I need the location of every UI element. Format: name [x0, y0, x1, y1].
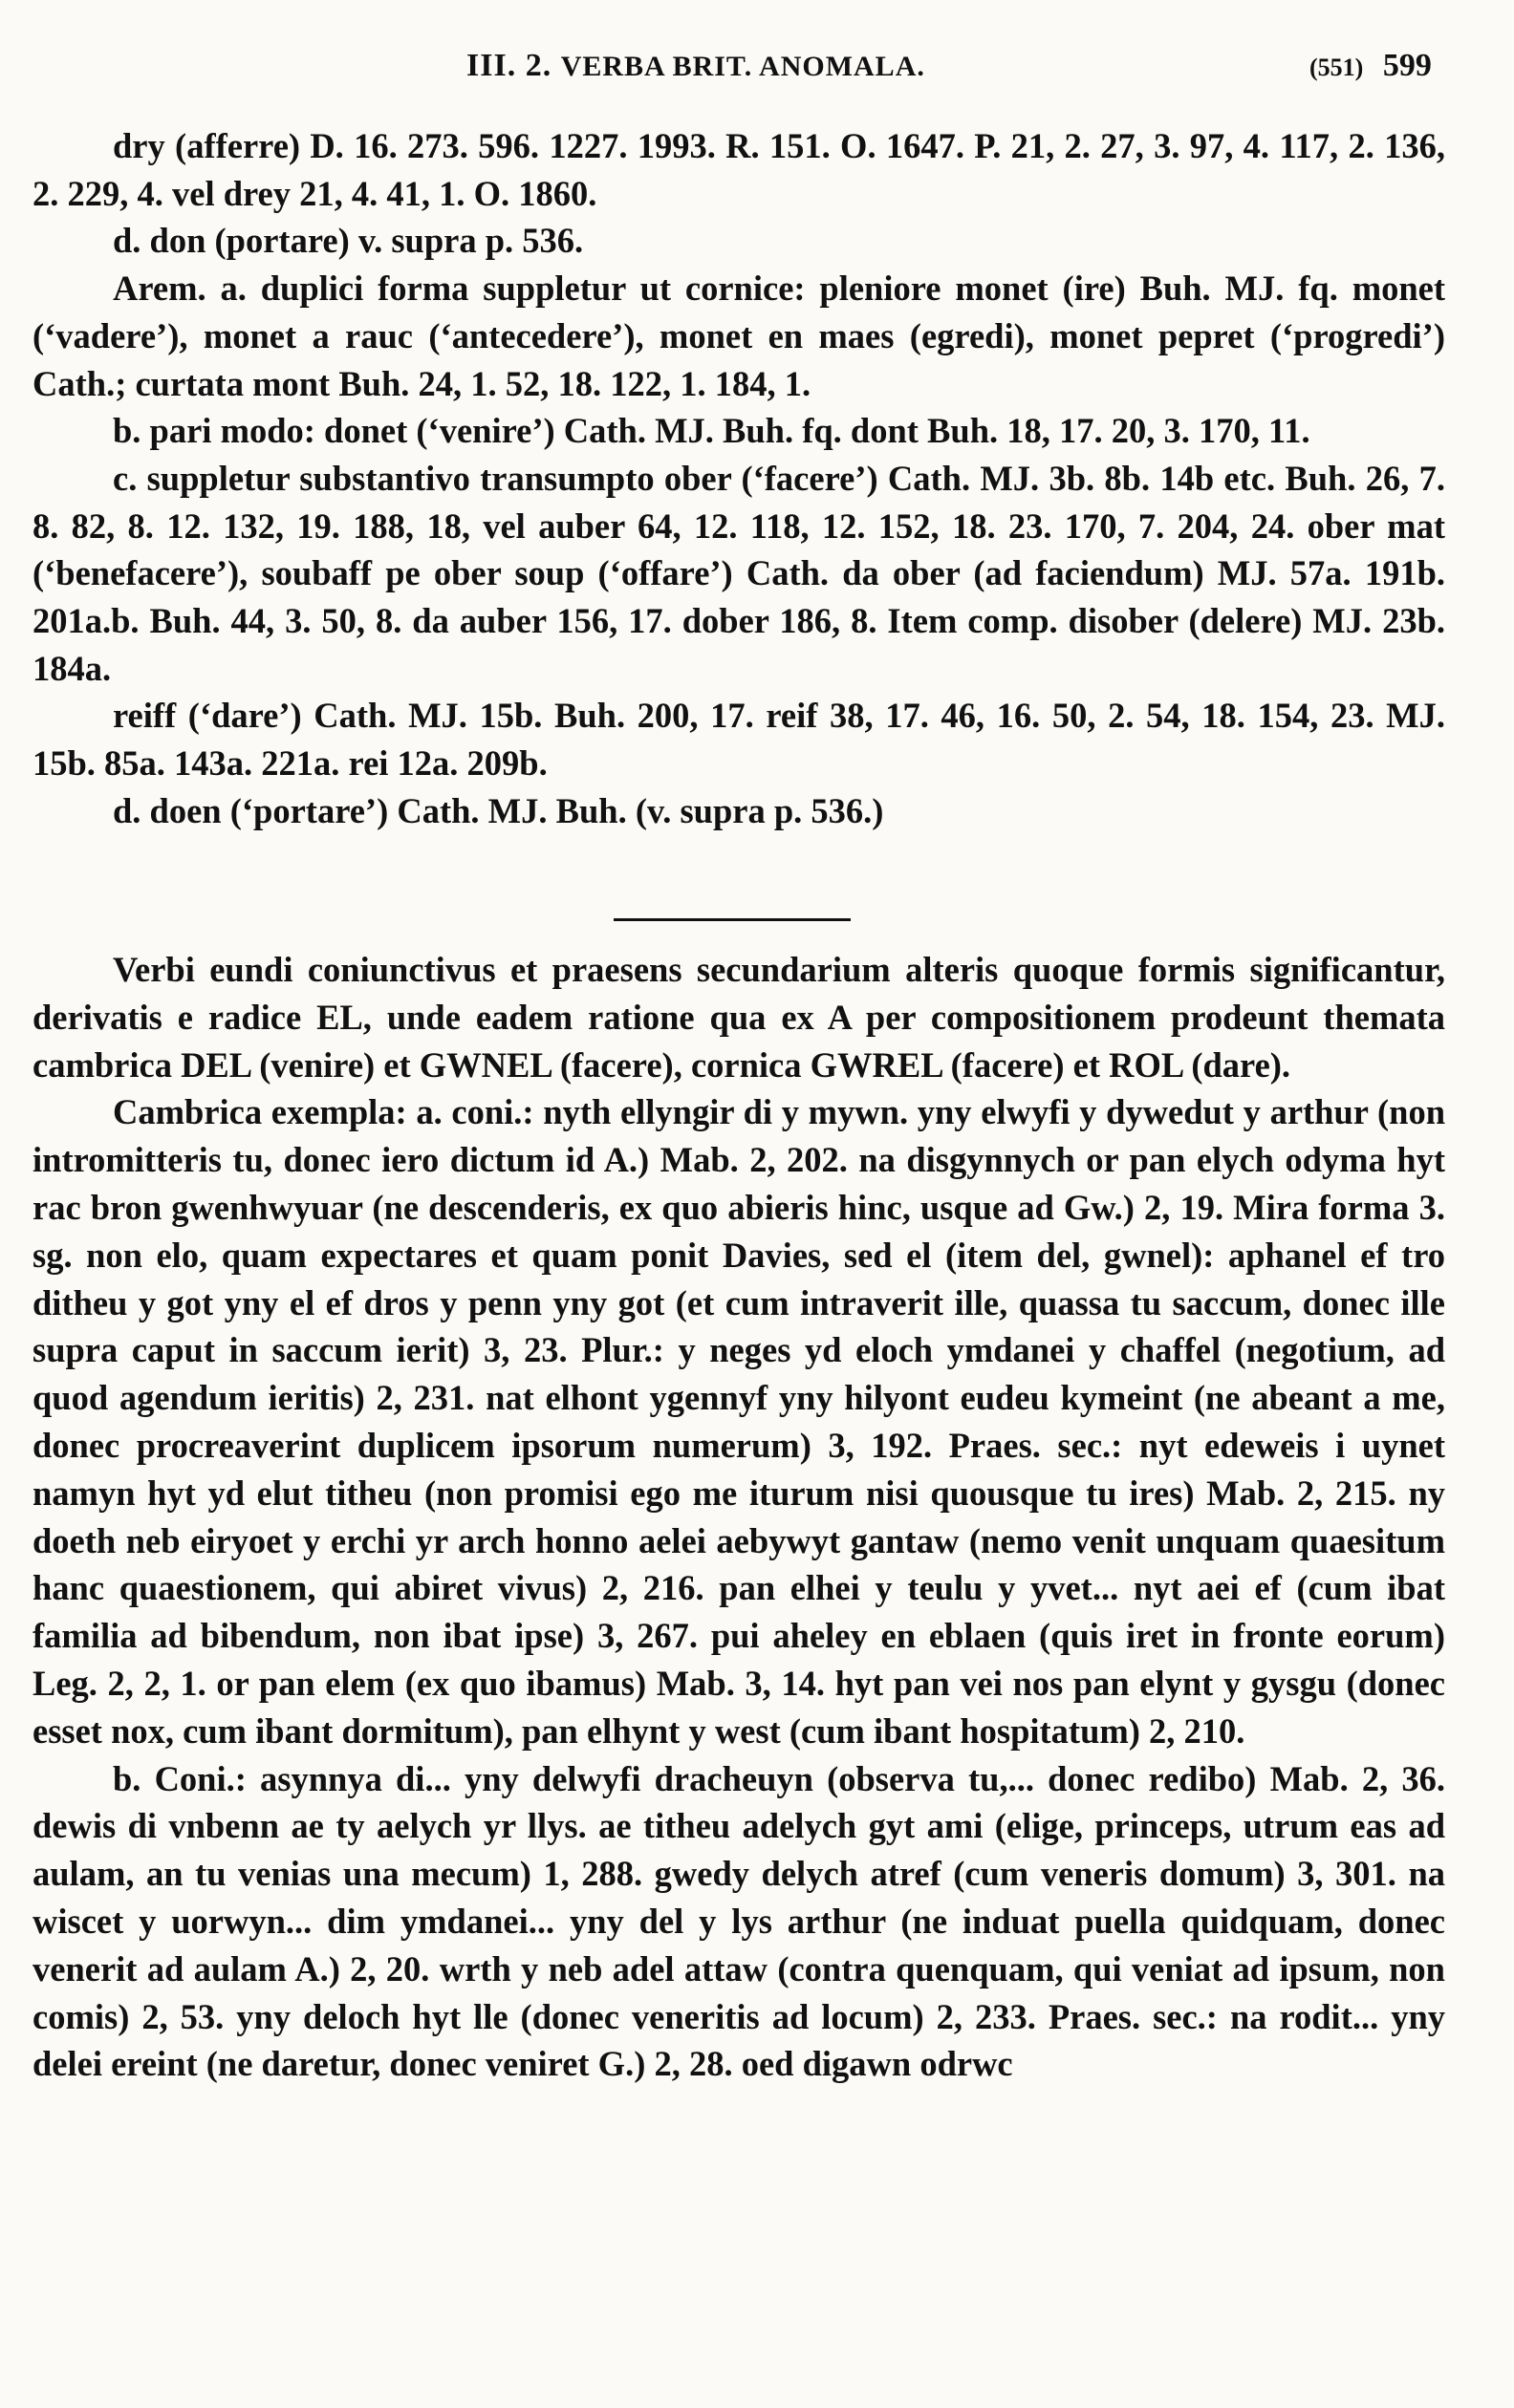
page-number: 599 [1382, 48, 1432, 83]
page-header [0, 48, 1514, 105]
paragraph: d. don (portare) v. supra p. 536. [113, 221, 584, 261]
section-divider [614, 918, 851, 921]
paragraph: Cambrica exempla: a. coni.: nyth ellyngir di y mywn. yny elwyfi y dywedut y arthur (non intromitteris tu, donec iero dictum id A.) Mab. 2, 202. na disgynnych or pan elych odyma hyt rac bron gwenhwyuar (ne descenderis, ex quo abieris hinc, usque ad Gw.) 2, 19. Mira forma 3. sg. non elo, quam expectares et quam ponit Davies, sed el (item del, gwnel): aphanel ef tro ditheu y got yny el ef dros y penn yny got (et cum intraverit ille, quassa tu saccum, donec ille supra caput in saccum ierit) 3, 23. Plur.: y neges yd eloch ymdanei y chaffel (negotium, ad quod agendum ieritis) 2, 231. nat elhont ygennyf yny hilyont eudeu kymeint (ne abeant a me, donec procreaverint duplicem ipsorum numerum) 3, 192. Praes. sec.: nyt edeweis i uynet namyn hyt yd elut titheu (non promisi ego me iturum nisi quousque tu ires) Mab. 2, 215. ny doeth neb eiryoet y erchi yr arch honno aelei aebywyt gantaw (nemo venit unquam quaesitum hanc quaestionem, qui abiret vivus) 2, 216. pan elhei y teulu y yvet... nyt aei ef (cum ibat familia ad bibendum, non ibat ipse) 3, 267. pui aheley en eblaen (quis iret in fronte eorum) Leg. 2, 2, 1. or pan elem (ex quo ibamus) Mab. 3, 14. hyt pan vei nos pan elynt y gysgu (donec esset nox, cum ibant dormitum), pan elhynt y west (cum ibant hospitatum) 2, 210. [32, 1092, 1445, 1751]
original-page-number: (551) [1309, 54, 1364, 81]
paragraph: Arem. a. duplici forma suppletur ut cornice: pleniore monet (ire) Buh. MJ. fq. monet (‘vadere’), monet a rauc (‘antecedere’), monet en maes (egredi), monet pepret (‘progredi’) Cath.; curtata mont Buh. 24, 1. 52, 18. 122, 1. 184, 1. [32, 269, 1445, 403]
page-numbers [1309, 48, 1432, 84]
section-number: III. 2. [466, 48, 552, 83]
paragraph: dry (afferre) D. 16. 273. 596. 1227. 1993. R. 151. O. 1647. P. 21, 2. 27, 3. 97, 4. 117, 2. 136, 2. 229, 4. vel drey 21, 4. 41, 1. O. 1860. [32, 126, 1445, 213]
paragraph: b. Coni.: asynnya di... yny delwyfi dracheuyn (observa tu,... donec redibo) Mab. 2, 36. dewis di vnbenn ae ty aelych yr llys. ae titheu adelych gyt ami (elige, princeps, utrum eas ad aulam, an tu venias una mecum) 1, 288. gwedy delych atref (cum veneris domum) 3, 301. na wiscet y uorwyn... dim ymdanei... yny del y lys arthur (ne induat puella quidquam, donec venerit ad aulam A.) 2, 20. wrth y neb adel attaw (contra quenquam, qui veniat ad ipsum, non comis) 2, 53. yny deloch hyt lle (donec veneritis ad locum) 2, 233. Praes. sec.: na rodit... yny delei ereint (ne daretur, donec veniret G.) 2, 28. oed digawn odrwc [32, 1758, 1445, 2084]
paragraph: d. doen (‘portare’) Cath. MJ. Buh. (v. supra p. 536.) [113, 790, 884, 830]
paragraph: reiff (‘dare’) Cath. MJ. 15b. Buh. 200, 17. reif 38, 17. 46, 16. 50, 2. 54, 18. 154, 23. MJ. 15b. 85a. 143a. 221a. rei 12a. 209b. [32, 696, 1445, 784]
paragraph: c. suppletur substantivo transumpto ober (‘facere’) Cath. MJ. 3b. 8b. 14b etc. Buh. 26, 7. 8. 82, 8. 12. 132, 19. 188, 18, vel auber 64, 12. 118, 12. 152, 18. 23. 170, 7. 204, 24. ober mat (‘benefacere’), soubaff pe ober soup (‘offare’) Cath. da ober (ad faciendum) MJ. 57a. 191b. 201a.b. Buh. 44, 3. 50, 8. da auber 156, 17. dober 186, 8. Item comp. disober (delere) MJ. 23b. 184a. [32, 458, 1445, 688]
running-title [466, 48, 925, 84]
paragraph: Verbi eundi coniunctivus et praesens secundarium alteris quoque formis significantur, derivatis e radice EL, unde eadem ratione qua ex A per compositionem prodeunt themata cambrica DEL (venire) et GWNEL (facere), cornica GWREL (facere) et ROL (dare). [32, 950, 1445, 1085]
section-title: VERBA BRIT. ANOMALA. [560, 51, 925, 82]
paragraph: b. pari modo: donet (‘venire’) Cath. MJ. Buh. fq. dont Buh. 18, 17. 20, 3. 170, 11. [113, 411, 1310, 451]
text-block-1 [32, 122, 1445, 835]
text-block-2 [32, 946, 1445, 2088]
